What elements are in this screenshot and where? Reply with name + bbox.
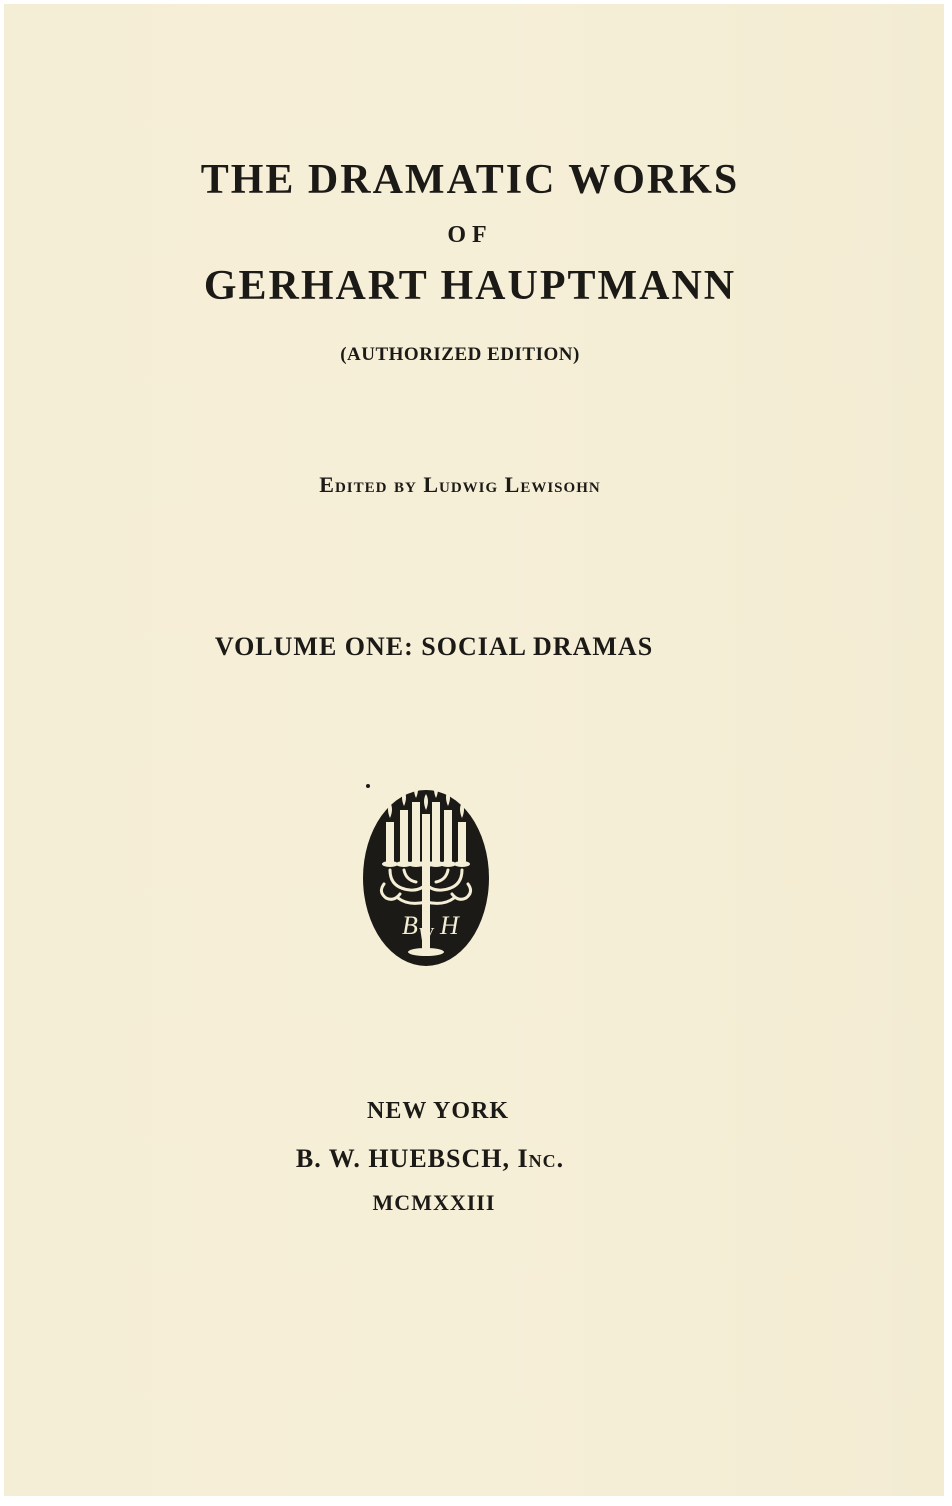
publisher-suffix: Inc. <box>517 1144 565 1173</box>
svg-text:H: H <box>440 911 459 940</box>
title-line-3: GERHART HAUPTMANN <box>203 263 737 309</box>
editor-line: Edited by Ludwig Lewisohn <box>319 472 601 497</box>
edition-note: (AUTHORIZED EDITION) <box>340 344 580 365</box>
title-page <box>4 4 944 1496</box>
publisher-name: B. W. HUEBSCH, <box>295 1144 510 1173</box>
volume-line: VOLUME ONE: SOCIAL DRAMAS <box>214 632 654 661</box>
imprint-year: MCMXXIII <box>372 1190 496 1215</box>
svg-text:W: W <box>418 924 433 944</box>
svg-text:B: B <box>402 911 418 940</box>
title-line-2: OF <box>447 222 493 248</box>
title-line-1: THE DRAMATIC WORKS <box>200 157 740 203</box>
imprint-publisher <box>0 1144 900 1174</box>
imprint-city: NEW YORK <box>366 1098 509 1124</box>
menorah-oval-device-icon <box>354 774 498 970</box>
